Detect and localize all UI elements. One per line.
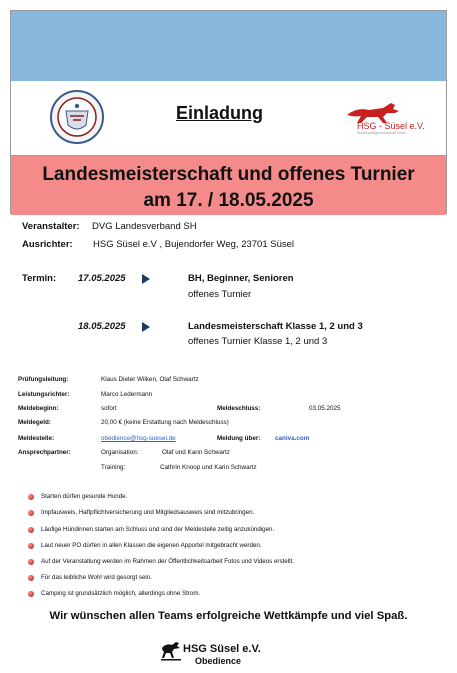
date-day-1: 17.05.2025 [78, 273, 126, 284]
bullet-icon [28, 494, 34, 500]
meldestelle-label: Meldestelle: [18, 435, 55, 442]
meldeschluss-label: Meldeschluss: [217, 405, 261, 412]
header-box [10, 10, 447, 214]
veranstalter-value: DVG Landesverband SH [92, 221, 197, 232]
day-2-subtitle: offenes Turnier Klasse 1, 2 und 3 [188, 336, 328, 347]
page-title: Einladung [176, 103, 263, 123]
arrow-icon [142, 322, 150, 332]
pruefungsleitung-value: Klaus Dieter Wilken, Olaf Schwartz [101, 376, 199, 383]
organisation-value: Olaf und Karin Schwartz [162, 449, 230, 456]
top-band [11, 11, 446, 81]
meldebeginn-label: Meldebeginn: [18, 405, 59, 412]
day-1-title: BH, Beginner, Senioren [188, 273, 294, 284]
veranstalter-label: Veranstalter: [22, 221, 80, 232]
arrow-icon [142, 274, 150, 284]
club-logo-text: HSG - Süsel e.V. [357, 121, 425, 131]
footer-club-name: HSG Süsel e.V. [183, 643, 261, 655]
ausrichter-label: Ausrichter: [22, 239, 73, 250]
termin-label: Termin: [22, 273, 57, 284]
club-logo-subtitle: Hundesportgemeinschaft Süsel [357, 131, 406, 135]
meldung-ueber-label: Meldung über: [217, 435, 261, 442]
dvg-seal-logo [49, 89, 105, 145]
ansprechpartner-label: Ansprechpartner: [18, 449, 71, 456]
bullet-icon [28, 591, 34, 597]
bullet-icon [28, 527, 34, 533]
meldestelle-email-link[interactable]: obedience@hsg-suesel.de [101, 435, 176, 442]
training-label: Training: [101, 464, 126, 471]
ausrichter-value: HSG Süsel e.V , Bujendorfer Weg, 23701 Süsel [93, 239, 295, 250]
meldeschluss-value: 03.05.2025 [309, 405, 341, 412]
date-day-2: 18.05.2025 [78, 321, 126, 332]
meldebeginn-value: sofort [101, 405, 117, 412]
banner-line-2: am 17. / 18.05.2025 [143, 190, 314, 211]
caniva-link[interactable]: caniva.com [275, 435, 310, 442]
leistungsrichter-label: Leistungsrichter: [18, 391, 70, 398]
meldegeld-label: Meldegeld: [18, 419, 51, 426]
bullet-icon [28, 543, 34, 549]
meldegeld-value: 20,00 € (keine Erstattung nach Meldeschluss) [101, 419, 229, 426]
organisation-label: Organisation: [101, 449, 139, 456]
training-value: Cathrin Knoop und Karin Schwartz [160, 464, 257, 471]
banner-line-1: Landesmeisterschaft und offenes Turnier [42, 164, 415, 185]
bullet-icon [28, 510, 34, 516]
footer-subtitle: Obedience [195, 656, 242, 666]
title-band [11, 81, 446, 155]
leistungsrichter-value: Marco Ledermann [101, 391, 153, 398]
obedience-dog-icon [160, 638, 182, 662]
event-banner [11, 155, 446, 215]
bullet-icon [28, 575, 34, 581]
day-2-title: Landesmeisterschaft Klasse 1, 2 und 3 [188, 321, 363, 332]
day-1-subtitle: offenes Turnier [188, 289, 252, 300]
pruefungsleitung-label: Prüfungsleitung: [18, 376, 69, 383]
bullet-icon [28, 559, 34, 565]
closing-text: Wir wünschen allen Teams erfolgreiche Wettkämpfe und viel Spaß. [49, 610, 408, 622]
